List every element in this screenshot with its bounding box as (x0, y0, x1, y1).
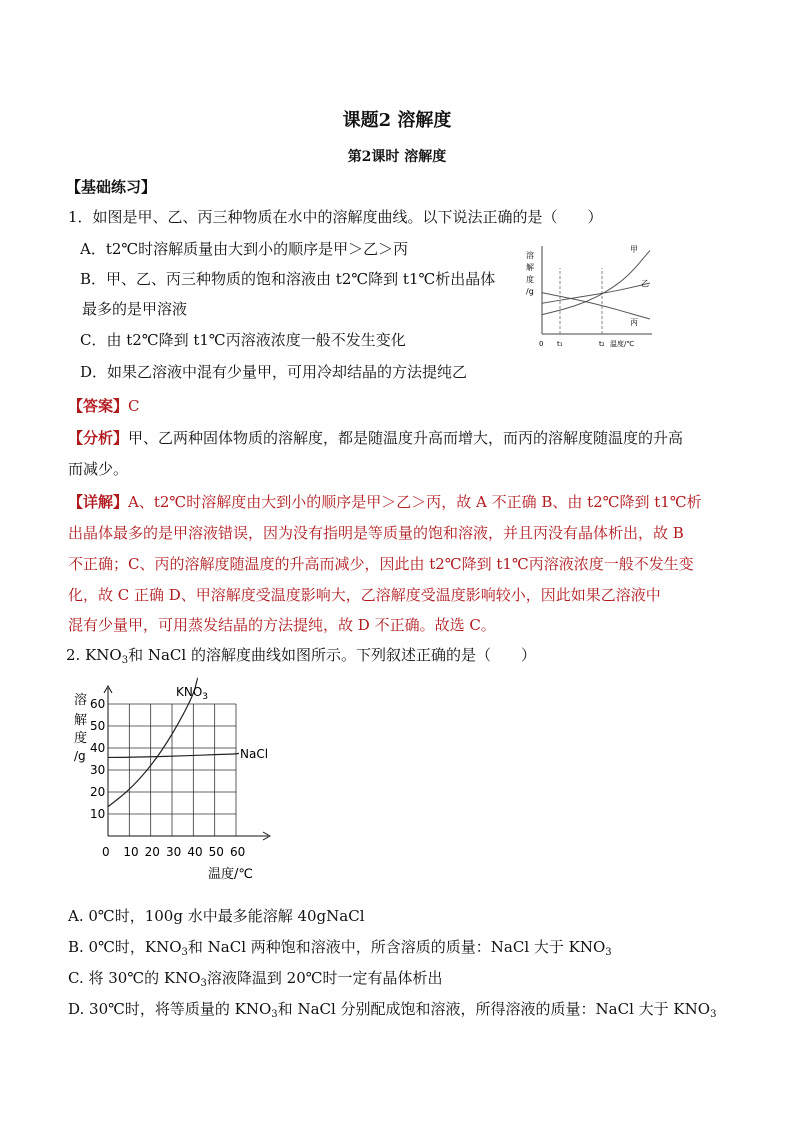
q2-ytick: 40 (90, 741, 106, 755)
q2-xtick: 10 (123, 845, 139, 859)
page-title: 课题2 溶解度 (342, 110, 452, 131)
q1-option-a: A．t2℃时溶解质量由大到小的顺序是甲＞乙＞丙 (80, 240, 409, 258)
detail-text-1: A、t2℃时溶解度由大到小的顺序是甲＞乙＞丙，故 A 不正确 B、由 t2℃降到 t1℃析 (128, 493, 702, 511)
q1-xtick-0: 0 (539, 340, 544, 348)
q1-ylabel-2: 解 (526, 263, 534, 272)
section-heading: 【基础练习】 (66, 178, 157, 196)
q1-xlabel: 温度/℃ (610, 340, 635, 348)
q1-xtick-t1: t₁ (557, 340, 563, 348)
q2-option-c: C. 将 30℃的 $KNO_3$溶液降温到 20℃时一定有晶体析出 (68, 969, 443, 989)
q1-option-b-cont: 最多的是甲溶液 (82, 300, 188, 318)
q2-ytick: 50 (90, 719, 106, 733)
q1-option-c: C．由 t2℃降到 t1℃丙溶液浓度一般不发生变化 (80, 331, 406, 349)
q1-stem: 1．如图是甲、乙、丙三种物质在水中的溶解度曲线。以下说法正确的是（ ） (68, 208, 603, 226)
page-subtitle: 第2课时 溶解度 (347, 149, 447, 165)
q2-xtick: 60 (230, 845, 246, 859)
q2-curve-1 (108, 753, 239, 757)
q2-option-a: A. 0℃时，100g 水中最多能溶解 40gNaCl (68, 907, 365, 925)
q2-solubility-chart (66, 676, 286, 886)
q1-option-d: D．如果乙溶液中混有少量甲，可用冷却结晶的方法提纯乙 (80, 363, 468, 381)
detail-text-4: 化，故 C 正确 D、甲溶解度受温度影响大，乙溶解度受温度影响较小，因此如果乙溶液中 (68, 586, 661, 604)
q1-xtick-t2: t₂ (599, 340, 605, 348)
q1-curve-1 (542, 283, 650, 303)
q1-curve-0 (542, 250, 650, 314)
detail-text-2: 出晶体最多的是甲溶液错误，因为没有指明是等质量的饱和溶液，并且丙没有晶体析出，故 B (68, 524, 684, 542)
q1-label-bing: 丙 (630, 318, 638, 327)
answer-label: 【答案】 (68, 397, 129, 415)
q2-ytick: 10 (90, 807, 106, 821)
q2-xtick: 50 (208, 845, 224, 859)
q2-xtick: 20 (144, 845, 160, 859)
q2-option-b: B. 0℃时，$KNO_3$和 NaCl 两种饱和溶液中，所含溶质的质量：NaCl 大于 $KNO_3$ (68, 938, 612, 958)
q2-ylabel-3: 度 (74, 731, 88, 746)
q1-ylabel-1: 溶 (526, 251, 534, 260)
q2-ytick: 20 (90, 785, 106, 799)
q1-label-jia: 甲 (630, 245, 638, 254)
answer-value: C (128, 397, 140, 415)
q2-option-d: D. 30℃时，将等质量的 $KNO_3$和 NaCl 分别配成饱和溶液，所得溶液的质量：NaCl 大于 $KNO_3$ (68, 1000, 717, 1020)
q2-xlabel: 温度/℃ (208, 867, 253, 882)
detail-text-3: 不正确；C、丙的溶解度随温度的升高而减少，因此由 t2℃降到 t1℃丙溶液浓度一般不发生变 (68, 555, 694, 573)
q2-label-kno3: $KNO_3$ (176, 685, 209, 702)
analysis-label: 【分析】 (68, 429, 129, 447)
q1-ylabel-3: 度 (526, 275, 534, 284)
q1-option-b: B．甲、乙、丙三种物质的饱和溶液由 t2℃降到 t1℃析出晶体 (80, 270, 496, 288)
q2-label-nacl: NaCl (240, 747, 269, 761)
q1-analysis (68, 427, 683, 448)
analysis-text-1: 甲、乙两种固体物质的溶解度，都是随温度升高而增大，而丙的溶解度随温度的升高 (128, 429, 684, 447)
q1-ylabel-4: /g (526, 287, 534, 296)
q2-xtick: 40 (187, 845, 203, 859)
q1-detail (68, 491, 702, 512)
q2-ylabel-2: 解 (74, 713, 88, 728)
q2-ytick: 60 (90, 697, 106, 711)
q1-answer (68, 395, 140, 416)
q1-solubility-chart (522, 238, 662, 353)
detail-text-5: 混有少量甲，可用蒸发结晶的方法提纯，故 D 不正确。故选 C。 (68, 616, 496, 634)
q1-label-yi: 乙 (641, 279, 649, 288)
q2-ytick: 30 (90, 763, 106, 777)
q2-ylabel-1: 溶 (74, 693, 88, 708)
q2-xtick: 0 (102, 845, 110, 859)
detail-label: 【详解】 (68, 493, 129, 511)
q2-ylabel-4: /g (74, 749, 86, 763)
q2-xtick: 30 (166, 845, 182, 859)
analysis-text-2: 而减少。 (68, 460, 129, 478)
q2-stem: 2. $KNO_3$和 NaCl 的溶解度曲线如图所示。下列叙述正确的是（ ） (66, 646, 536, 666)
